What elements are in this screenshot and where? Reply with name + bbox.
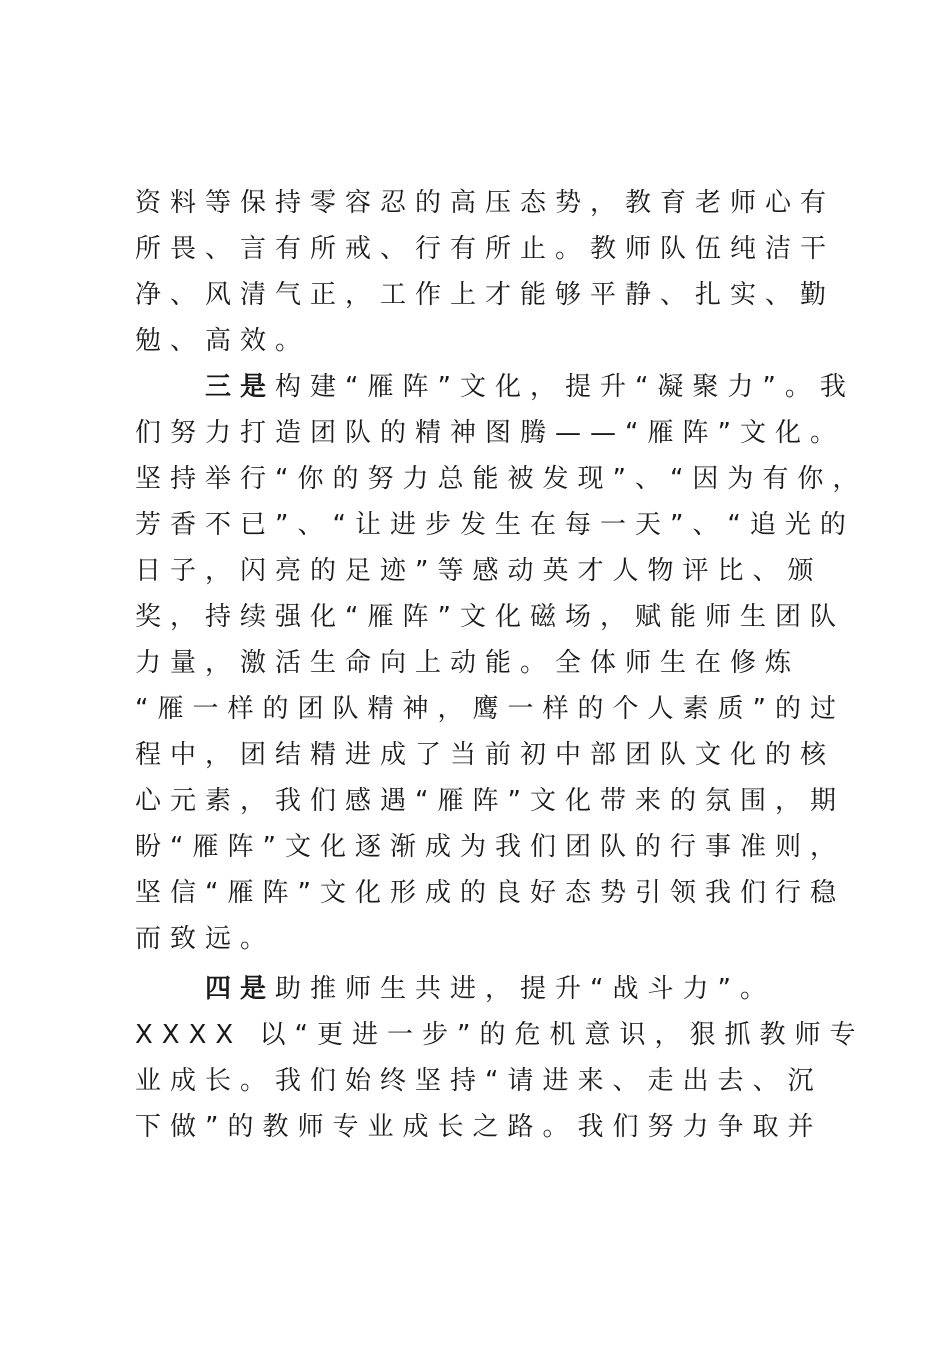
paragraph-line: 业成长。我们始终坚持“请进来、走出去、沉 xyxy=(135,1066,823,1096)
paragraph-lead-line xyxy=(135,364,855,410)
paragraph-lead-bold: 三是 xyxy=(205,372,276,402)
paragraph-lead-text: 助推师生共进，提升“战斗力”。 xyxy=(275,974,775,1004)
paragraph-line: 资料等保持零容忍的高压态势，教育老师心有 xyxy=(135,188,836,218)
paragraph-line: 勉、高效。 xyxy=(135,326,311,356)
paragraph-lead-text: 构建“雁阵”文化，提升“凝聚力”。我 xyxy=(275,372,855,402)
paragraph-line: 所畏、言有所戒、行有所止。教师队伍纯洁干 xyxy=(135,234,836,264)
paragraph-line: 坚信“雁阵”文化形成的良好态势引领我们行稳 xyxy=(135,878,845,908)
paragraph-line: 奖，持续强化“雁阵”文化磁场，赋能师生团队 xyxy=(135,602,845,632)
paragraph-line: 净、风清气正，工作上才能够平静、扎实、勤 xyxy=(135,280,836,310)
paragraph-line: 芳香不已”、“让进步发生在每一天”、“追光的 xyxy=(135,510,855,540)
paragraph-line: 日子，闪亮的足迹”等感动英才人物评比、颁 xyxy=(135,556,823,586)
paragraph-lead-line xyxy=(135,966,825,1012)
paragraph-line: 坚持举行“你的努力总能被发现”、“因为有你， xyxy=(135,464,868,494)
paragraph-lead-bold: 四是 xyxy=(205,974,276,1004)
paragraph-line: 力量，激活生命向上动能。全体师生在修炼 xyxy=(135,648,801,678)
paragraph-line: 们努力打造团队的精神图腾——“雁阵”文化。 xyxy=(135,418,845,448)
paragraph-line: 而致远。 xyxy=(135,924,276,954)
document-body xyxy=(135,180,868,1150)
paragraph-line: 下做”的教师专业成长之路。我们努力争取并 xyxy=(135,1112,823,1142)
paragraph-line: 程中，团结精进成了当前初中部团队文化的核 xyxy=(135,740,836,770)
paragraph-line: “雁一样的团队精神，鹰一样的个人素质”的过 xyxy=(135,694,845,724)
paragraph-line: 心元素，我们感遇“雁阵”文化带来的氛围，期 xyxy=(135,786,845,816)
paragraph-line: XXXX 以“更进一步”的危机意识，狠抓教师专 xyxy=(135,1020,865,1050)
paragraph-line: 盼“雁阵”文化逐渐成为我们团队的行事准则， xyxy=(135,832,845,862)
